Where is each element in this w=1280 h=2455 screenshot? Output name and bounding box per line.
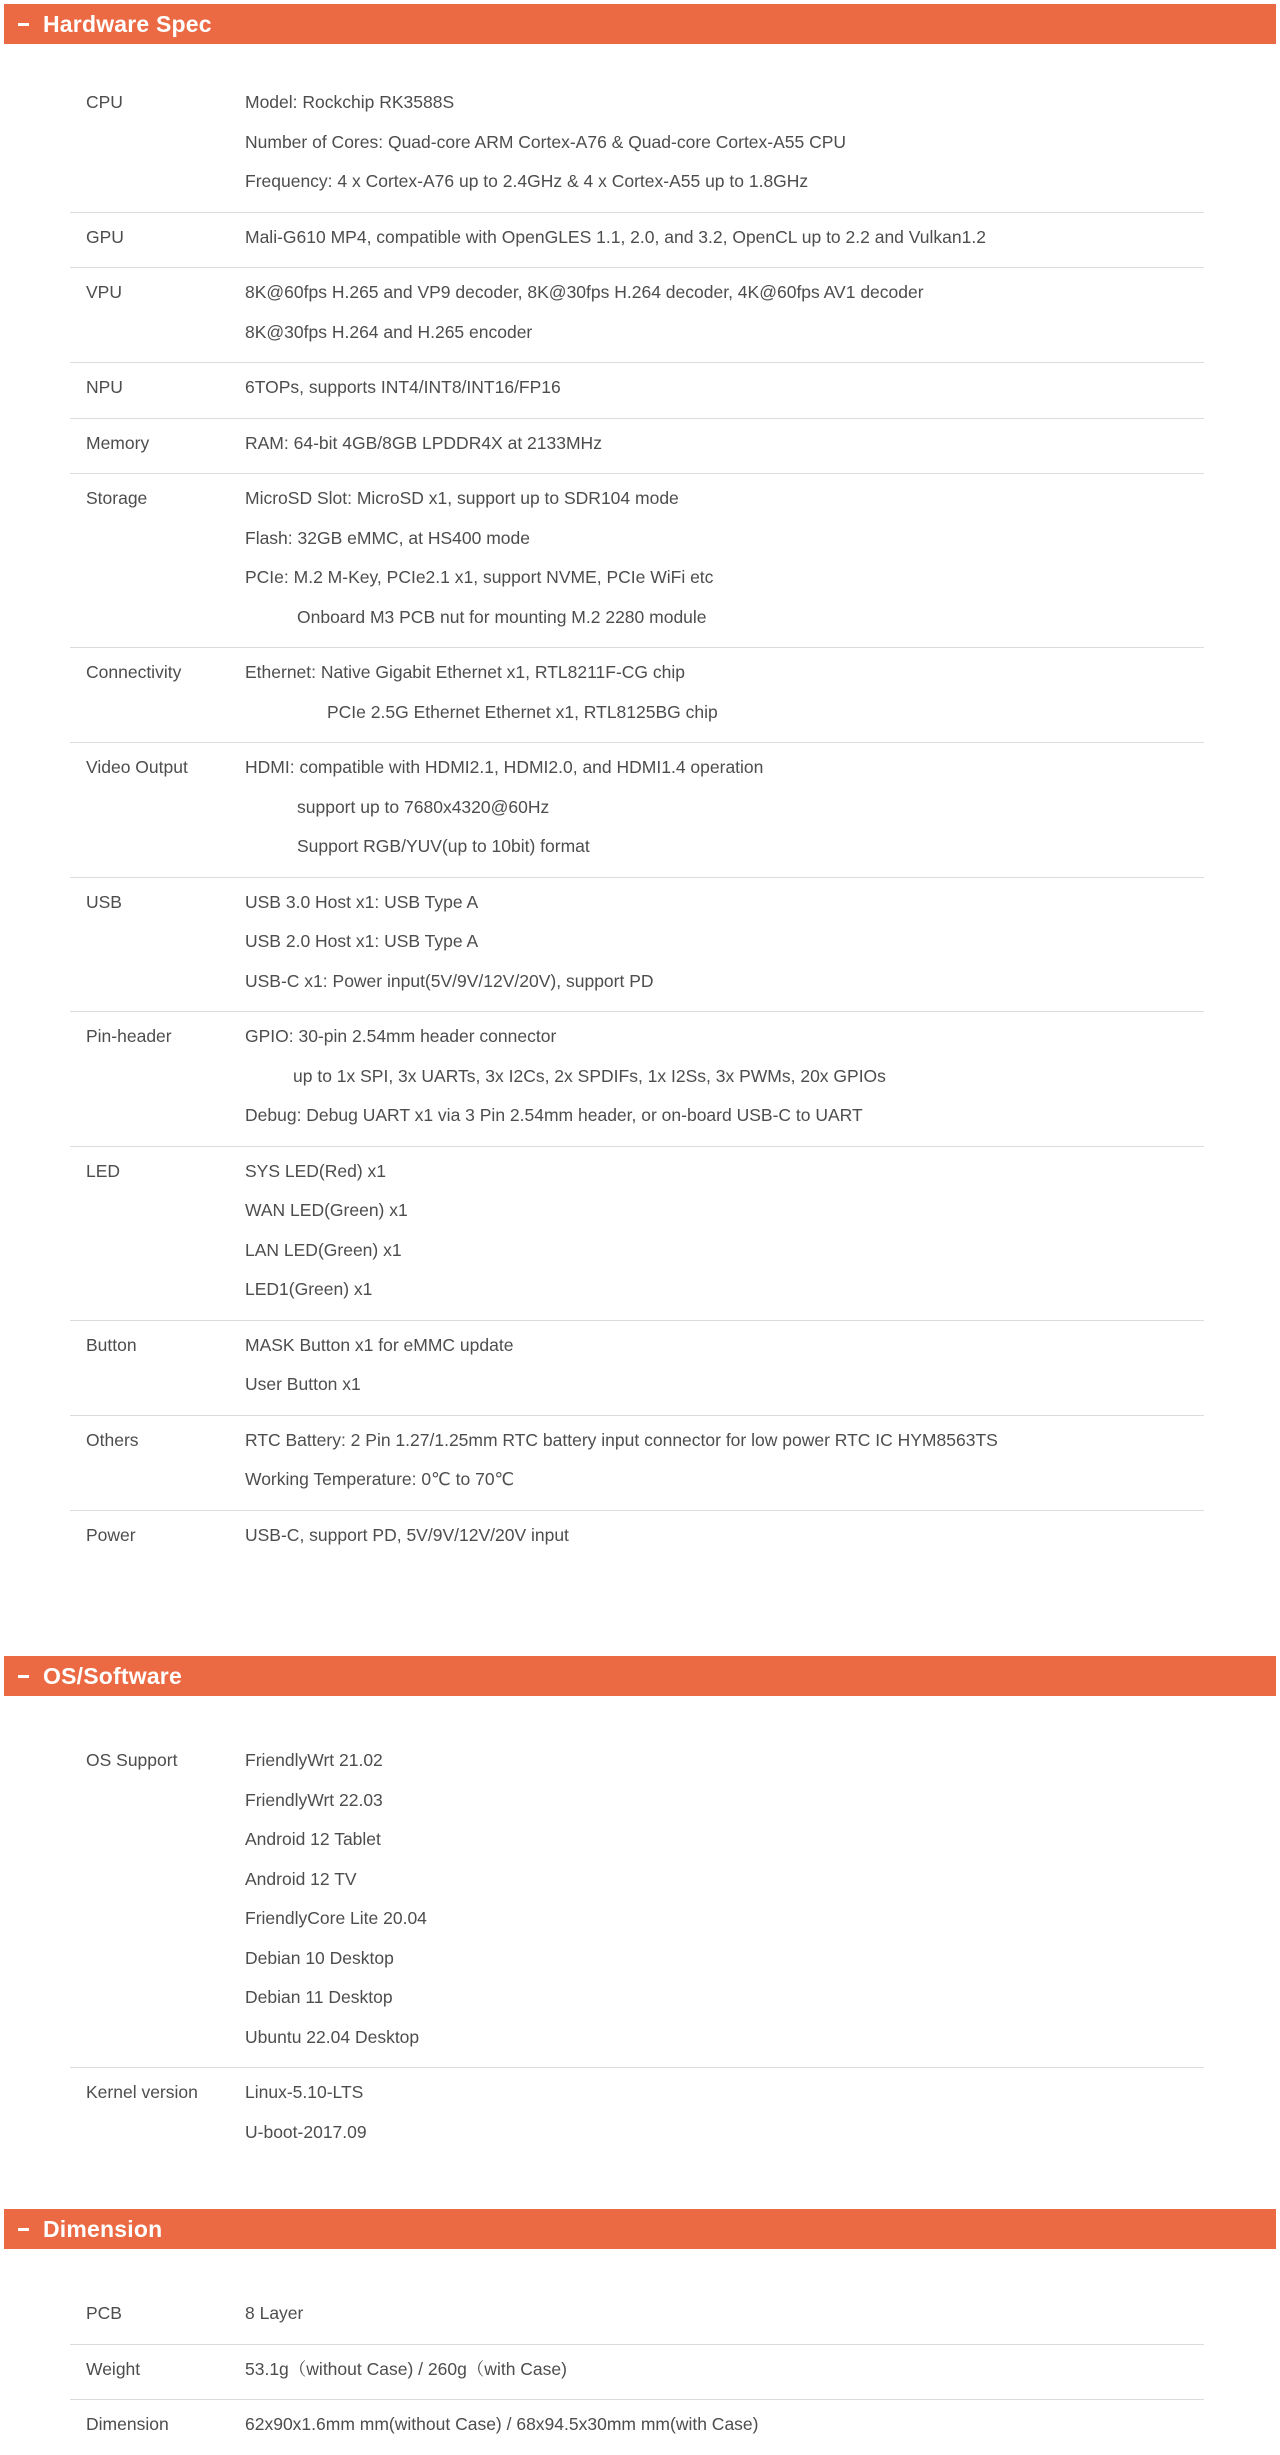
spec-values	[245, 883, 1204, 1002]
spec-row-gpu	[70, 213, 1204, 269]
spec-value: up to 1x SPI, 3x UARTs, 3x I2Cs, 2x SPDIFs, 1x I2Ss, 3x PWMs, 20x GPIOs	[293, 1065, 886, 1086]
spec-row-weight	[70, 2345, 1204, 2401]
spec-value: FriendlyWrt 22.03	[245, 1789, 383, 1810]
spec-value: RAM: 64-bit 4GB/8GB LPDDR4X at 2133MHz	[245, 432, 602, 453]
spec-label: Video Output	[86, 757, 188, 777]
spec-values	[245, 1017, 1204, 1136]
spec-value: Support RGB/YUV(up to 10bit) format	[297, 836, 590, 856]
spec-row-memory	[70, 419, 1204, 475]
collapse-icon[interactable]	[18, 1675, 29, 1678]
spec-values	[245, 1421, 1204, 1500]
spec-value: RTC Battery: 2 Pin 1.27/1.25mm RTC battery input connector for low power RTC IC HYM8563TS	[245, 1429, 998, 1450]
spec-value: Model: Rockchip RK3588S	[245, 92, 455, 112]
spec-row-os-support	[70, 1736, 1204, 2068]
spec-label: Kernel version	[86, 2082, 198, 2102]
spec-row-cpu	[70, 78, 1204, 213]
spec-value: Number of Cores: Quad-core ARM Cortex-A76 & Quad-core Cortex-A55 CPU	[245, 131, 847, 152]
spec-row-others	[70, 1416, 1204, 1511]
spec-row-button	[70, 1321, 1204, 1416]
spec-label: Memory	[86, 432, 150, 453]
spec-values	[245, 1326, 1204, 1405]
spec-value: FriendlyWrt 21.02	[245, 1750, 383, 1770]
spec-value: FriendlyCore Lite 20.04	[245, 1908, 427, 1928]
spec-label: CPU	[86, 92, 123, 112]
spec-value: Flash: 32GB eMMC, at HS400 mode	[245, 527, 530, 548]
spec-label: GPU	[86, 226, 124, 247]
spec-value: LED1(Green) x1	[245, 1279, 373, 1299]
dimension-header[interactable]	[4, 2209, 1276, 2249]
spec-value: Debian 10 Desktop	[245, 1947, 394, 1968]
spec-value: Linux-5.10-LTS	[245, 2082, 364, 2102]
spec-label: Weight	[86, 2358, 141, 2379]
spec-value: PCIe: M.2 M-Key, PCIe2.1 x1, support NVME, PCIe WiFi etc	[245, 567, 714, 587]
spec-value: Ubuntu 22.04 Desktop	[245, 2026, 420, 2047]
spec-label: VPU	[86, 282, 122, 302]
spec-value: 53.1g（without Case) / 260g（with Case)	[245, 2358, 567, 2379]
spec-values	[245, 2350, 1204, 2390]
spec-value: Mali-G610 MP4, compatible with OpenGLES 1.1, 2.0, and 3.2, OpenCL up to 2.2 and Vulkan1.2	[245, 226, 986, 247]
spec-value: 8K@30fps H.264 and H.265 encoder	[245, 321, 533, 342]
spec-value: 8 Layer	[245, 2303, 304, 2323]
spec-row-npu	[70, 363, 1204, 419]
spec-value: Working Temperature: 0℃ to 70℃	[245, 1469, 515, 1489]
spec-value: USB-C, support PD, 5V/9V/12V/20V input	[245, 1524, 569, 1545]
spec-values	[245, 424, 1204, 464]
collapse-icon[interactable]	[18, 2228, 29, 2231]
spec-value: support up to 7680x4320@60Hz	[297, 796, 550, 817]
spec-value: 62x90x1.6mm mm(without Case) / 68x94.5x30mm mm(with Case)	[245, 2414, 759, 2434]
spec-row-connectivity	[70, 648, 1204, 743]
spec-value: 6TOPs, supports INT4/INT8/INT16/FP16	[245, 377, 561, 397]
os-software-header[interactable]	[4, 1656, 1276, 1696]
spec-value: MicroSD Slot: MicroSD x1, support up to SDR104 mode	[245, 488, 679, 508]
spec-value: Android 12 TV	[245, 1868, 357, 1889]
spec-value: Debian 11 Desktop	[245, 1987, 393, 2007]
section-title: Hardware Spec	[43, 10, 212, 37]
spec-value: Onboard M3 PCB nut for mounting M.2 2280 module	[297, 606, 707, 627]
spec-values	[245, 1152, 1204, 1310]
spec-label: Others	[86, 1429, 139, 1450]
spec-value: HDMI: compatible with HDMI2.1, HDMI2.0, and HDMI1.4 operation	[245, 757, 764, 777]
spec-values	[245, 83, 1204, 202]
spec-value: Frequency: 4 x Cortex-A76 up to 2.4GHz & 4 x Cortex-A55 up to 1.8GHz	[245, 171, 809, 191]
spec-values	[245, 748, 1204, 867]
spec-label: Button	[86, 1334, 137, 1355]
spec-label: NPU	[86, 377, 123, 397]
spec-value: Ethernet: Native Gigabit Ethernet x1, RTL8211F-CG chip	[245, 662, 685, 682]
section-title: OS/Software	[43, 1662, 182, 1689]
spec-row-video-output	[70, 743, 1204, 878]
spec-values	[245, 218, 1204, 258]
spec-values	[245, 368, 1204, 408]
spec-value: SYS LED(Red) x1	[245, 1160, 387, 1181]
spec-row-power	[70, 1511, 1204, 1566]
spec-values	[245, 1741, 1204, 2057]
spec-values	[245, 2073, 1204, 2152]
spec-row-dimension	[70, 2400, 1204, 2455]
spec-label: Storage	[86, 488, 148, 508]
spec-label: LED	[86, 1160, 121, 1181]
spec-values	[245, 2405, 1204, 2445]
spec-row-pcb	[70, 2289, 1204, 2345]
spec-value: USB-C x1: Power input(5V/9V/12V/20V), support PD	[245, 970, 654, 991]
spec-label: Connectivity	[86, 662, 182, 682]
section-title: Dimension	[43, 2215, 163, 2242]
spec-value: Debug: Debug UART x1 via 3 Pin 2.54mm header, or on-board USB-C to UART	[245, 1105, 863, 1125]
spec-value: USB 3.0 Host x1: USB Type A	[245, 891, 479, 912]
spec-row-storage	[70, 474, 1204, 648]
spec-value: PCIe 2.5G Ethernet Ethernet x1, RTL8125BG chip	[327, 701, 718, 722]
spec-value: GPIO: 30-pin 2.54mm header connector	[245, 1026, 557, 1046]
spec-values	[245, 1516, 1204, 1556]
spec-values	[245, 2294, 1204, 2334]
spec-value: U-boot-2017.09	[245, 2121, 367, 2142]
spec-value: MASK Button x1 for eMMC update	[245, 1334, 514, 1355]
spec-label: USB	[86, 891, 122, 912]
spec-value: User Button x1	[245, 1374, 361, 1394]
spec-value: 8K@60fps H.265 and VP9 decoder, 8K@30fps H.264 decoder, 4K@60fps AV1 decoder	[245, 282, 924, 302]
spec-row-vpu	[70, 268, 1204, 363]
spec-row-kernel-version	[70, 2068, 1204, 2162]
os-software-table	[70, 1736, 1204, 2162]
spec-row-usb	[70, 878, 1204, 1013]
spec-label: OS Support	[86, 1750, 178, 1770]
collapse-icon[interactable]	[18, 23, 29, 26]
dimension-table	[70, 2289, 1204, 2455]
spec-value: WAN LED(Green) x1	[245, 1200, 408, 1220]
hardware-spec-header[interactable]	[4, 4, 1276, 44]
spec-label: Power	[86, 1524, 136, 1545]
spec-value: USB 2.0 Host x1: USB Type A	[245, 931, 479, 951]
spec-row-led	[70, 1147, 1204, 1321]
hardware-spec-table	[70, 78, 1204, 1565]
spec-label: Pin-header	[86, 1026, 172, 1046]
spec-row-pin-header	[70, 1012, 1204, 1147]
spec-label: PCB	[86, 2303, 122, 2323]
spec-value: LAN LED(Green) x1	[245, 1239, 402, 1260]
spec-values	[245, 479, 1204, 637]
spec-label: Dimension	[86, 2414, 169, 2434]
spec-value: Android 12 Tablet	[245, 1829, 381, 1849]
spec-values	[245, 273, 1204, 352]
spec-values	[245, 653, 1204, 732]
